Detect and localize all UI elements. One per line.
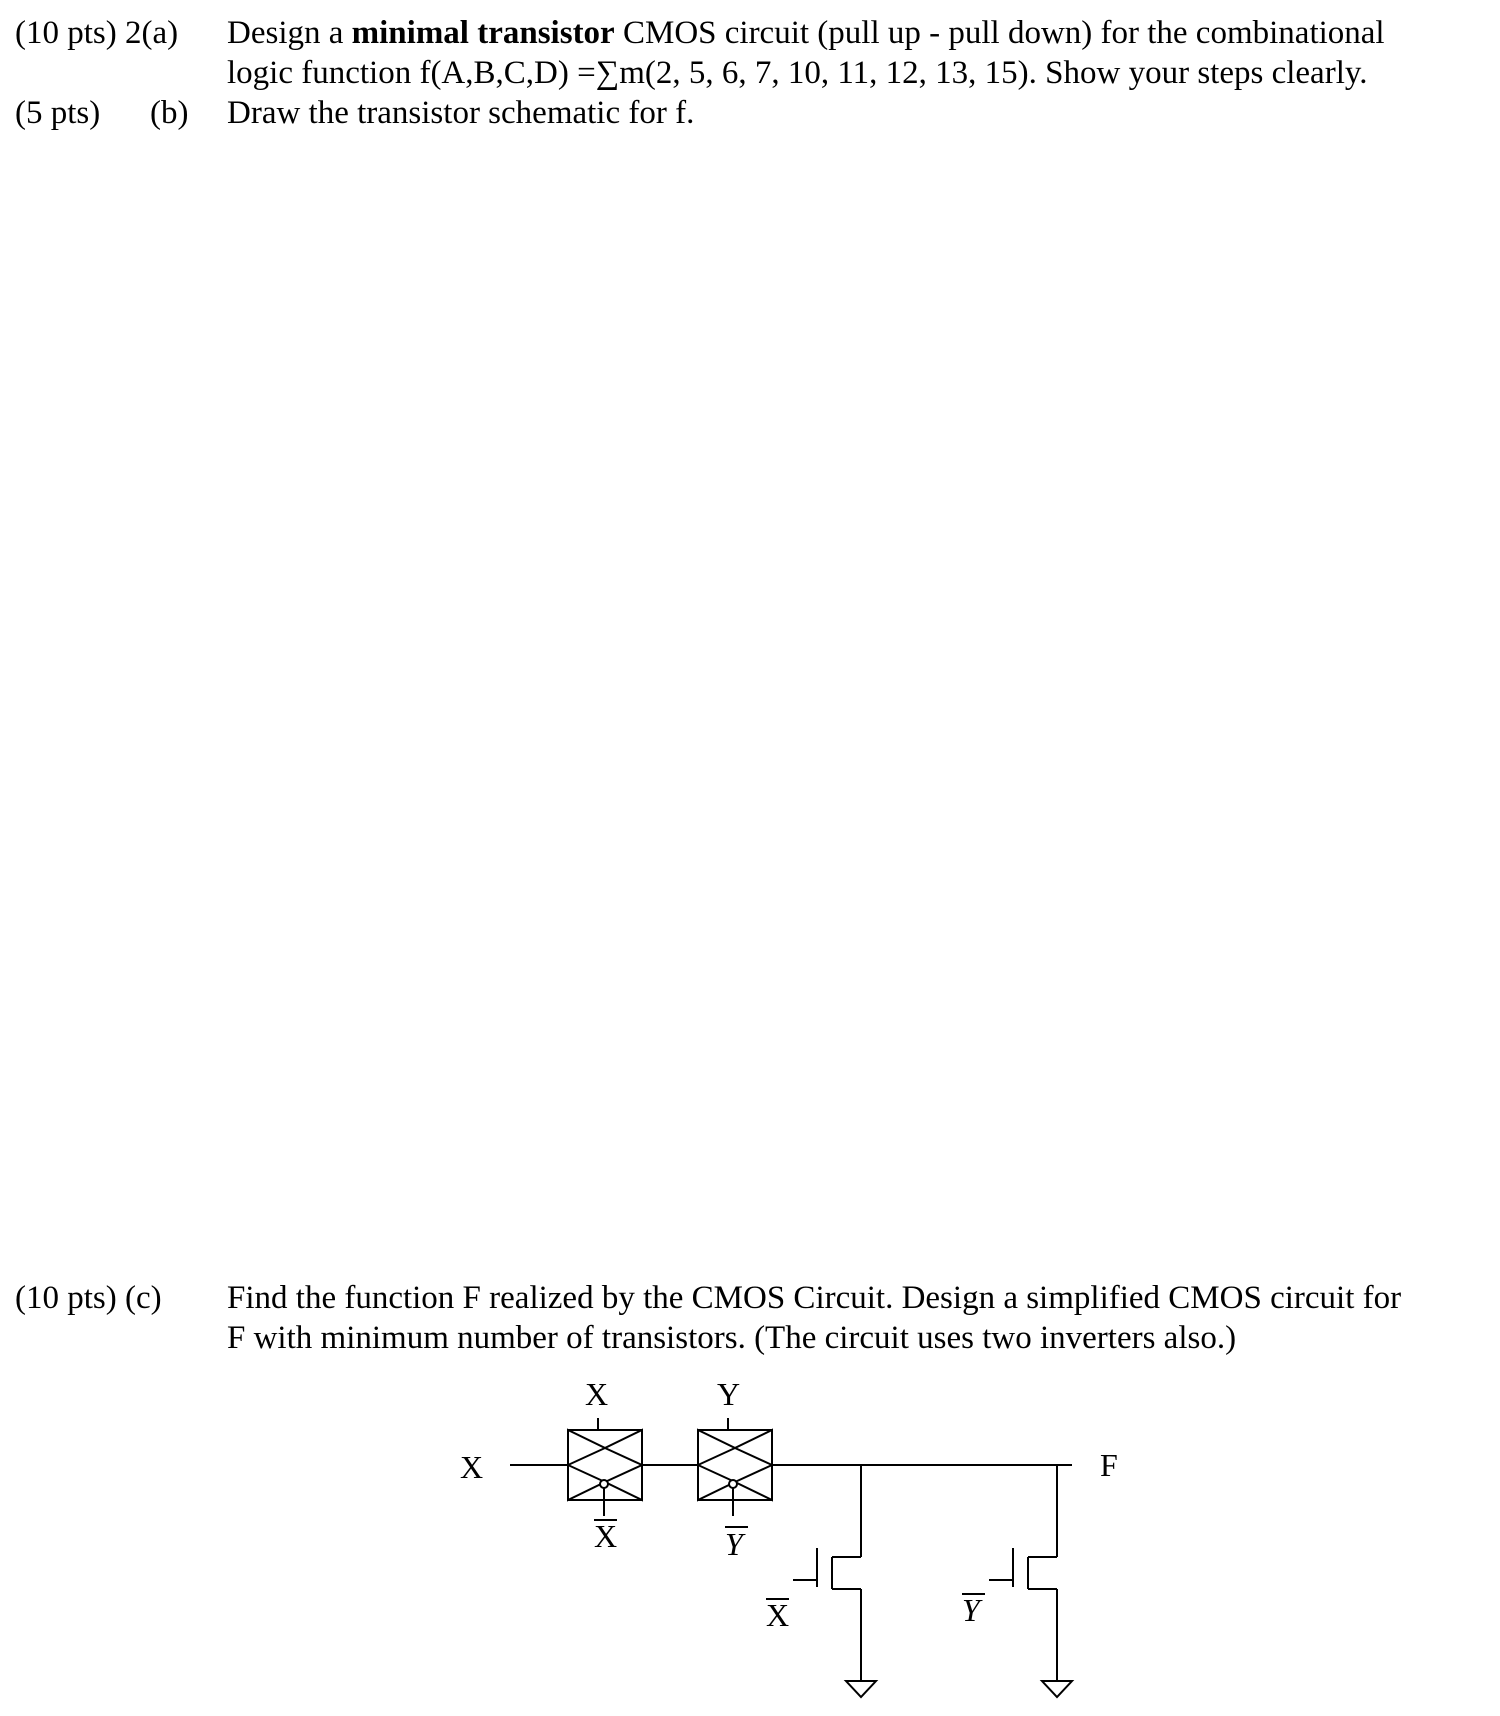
transmission-gate-2 (698, 1418, 772, 1516)
q2c-line1: Find the function F realized by the CMOS Circuit. Design a simplified CMOS circuit for (227, 1280, 1402, 1316)
q2a-line1: Design a minimal transistor CMOS circuit (pull up - pull down) for the combinational (227, 15, 1385, 51)
nmos-transistor-2 (989, 1465, 1072, 1697)
tg2-inverted-control-label: Y (725, 1526, 743, 1562)
tg1-inverted-control-label: X (594, 1518, 618, 1554)
tg1-control-label: X (585, 1376, 609, 1412)
nmos-transistor-1 (793, 1465, 876, 1697)
q2b-text: Draw the transistor schematic for f. (227, 95, 695, 131)
tg2-control-label: Y (717, 1376, 741, 1412)
q2c-points: (10 pts) (c) (15, 1280, 162, 1316)
transmission-gate-1 (568, 1418, 642, 1516)
q2a-line2: logic function f(A,B,C,D) =∑m(2, 5, 6, 7, 10, 11, 12, 13, 15). Show your steps clearly. (227, 55, 1368, 91)
q2c-line2: F with minimum number of transistors. (The circuit uses two inverters also.) (227, 1320, 1237, 1356)
nmos2-gate-label: Y (962, 1592, 980, 1628)
nmos1-gate-label: X (766, 1597, 790, 1633)
output-f-label: F (1100, 1447, 1118, 1483)
input-x-label: X (460, 1449, 484, 1485)
q2b-label: (b) (150, 95, 189, 131)
q2b-points: (5 pts) (15, 95, 101, 131)
q2a-points: (10 pts) 2(a) (15, 15, 179, 51)
